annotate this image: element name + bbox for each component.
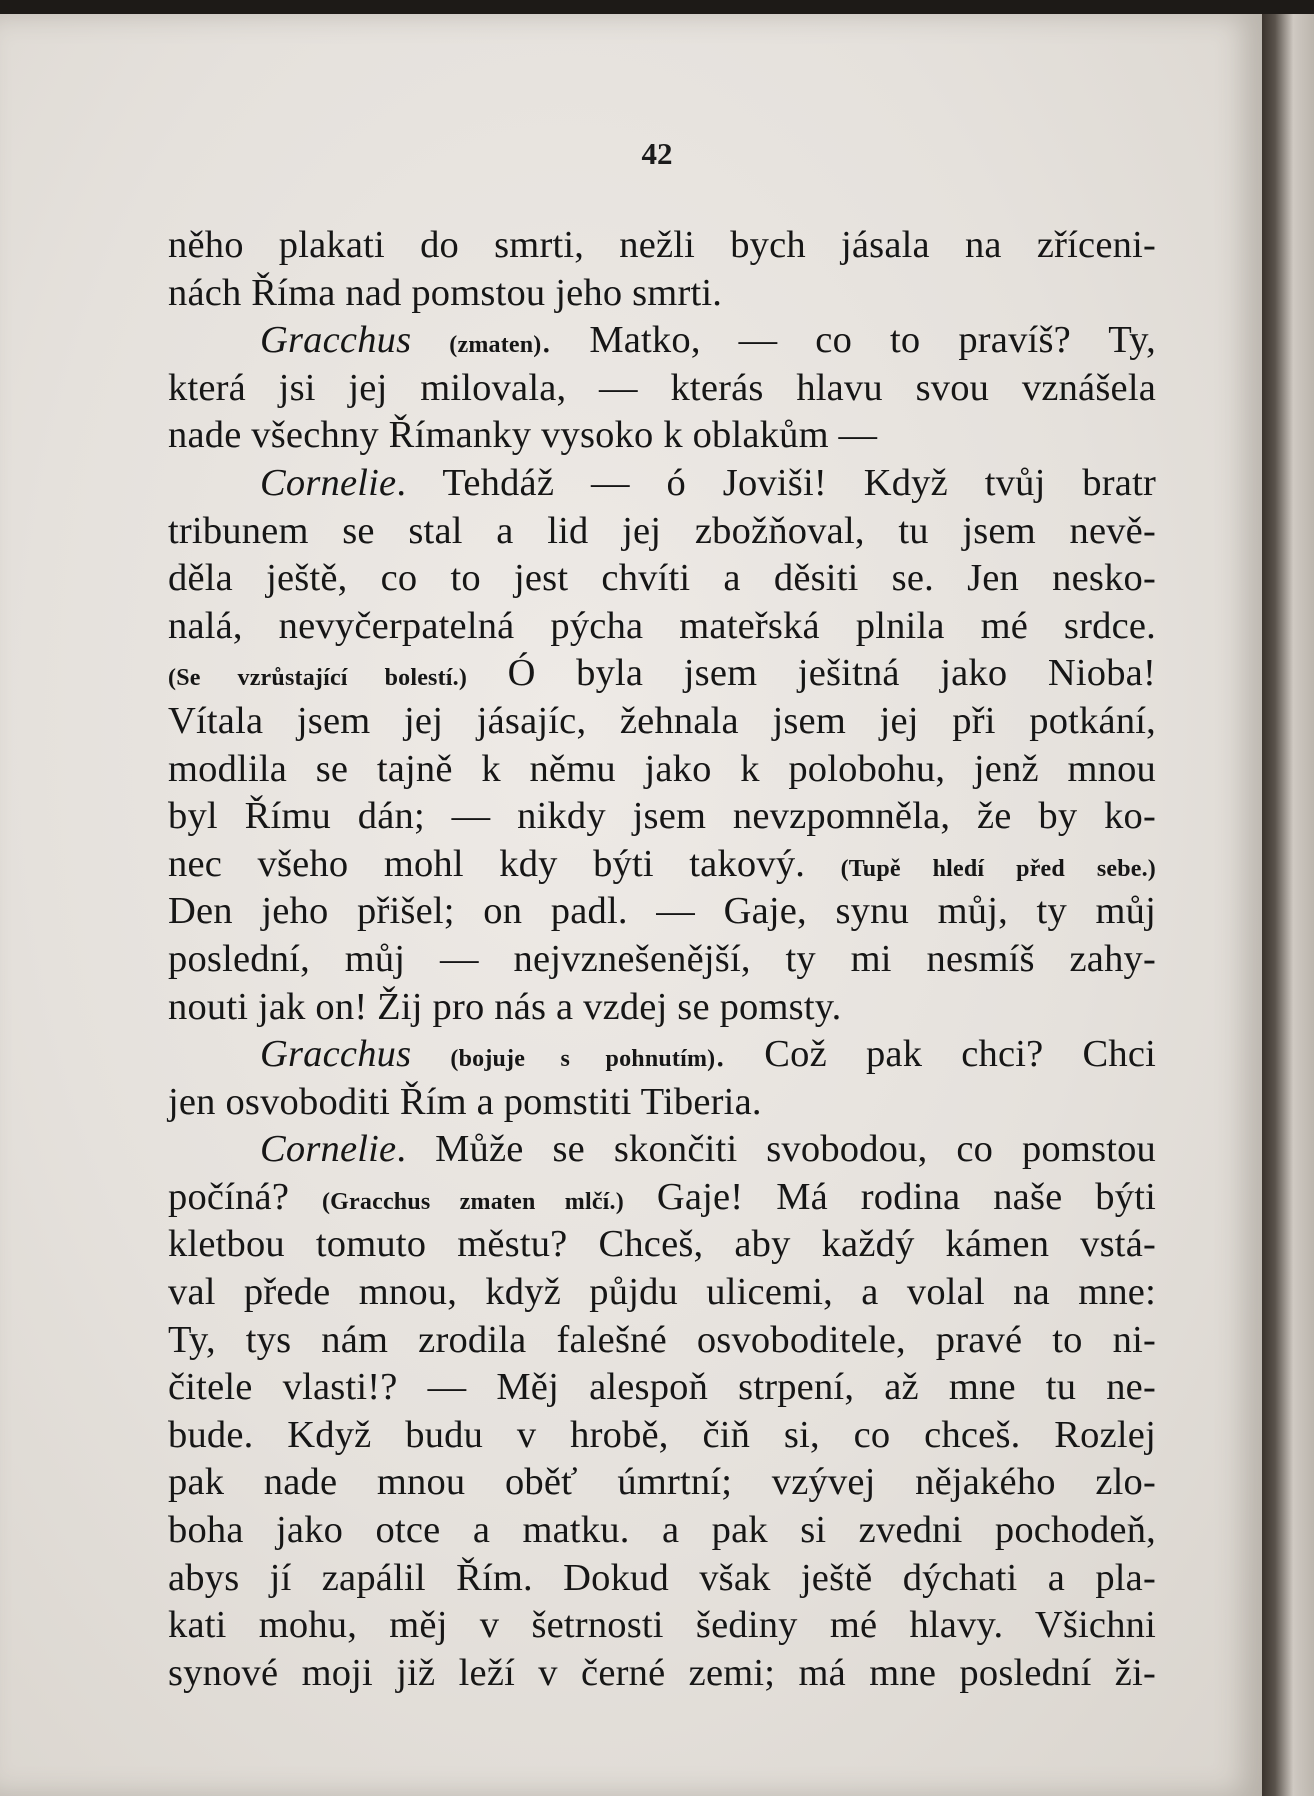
- text-line: [168, 1412, 1156, 1460]
- text-run: kati mohu, měj v šetrnosti šediny mé hlavy. Všichni: [168, 1604, 1156, 1647]
- text-line: [168, 222, 1156, 270]
- text-line: [168, 793, 1156, 841]
- text-line: [168, 984, 1156, 1032]
- text-line: [168, 1602, 1156, 1650]
- text-run: synové moji již leží v černé zemi; má mne poslední ži-: [168, 1651, 1156, 1694]
- text-line: [168, 841, 1156, 889]
- text-run: modlila se tajně k němu jako k polobohu, jenž mnou: [168, 747, 1156, 790]
- stage-direction: (Tupě hledí před sebe.): [840, 855, 1157, 882]
- text-run: bude. Když budu v hrobě, čiň si, co chceš. Rozlej: [168, 1413, 1156, 1456]
- text-run: děla ještě, co to jest chvíti a děsiti se. Jen nesko-: [168, 557, 1156, 600]
- text-line: [168, 1507, 1156, 1555]
- text-run: poslední, můj — nejvznešenější, ty mi nesmíš zahy-: [168, 937, 1156, 980]
- text-run: jen osvoboditi Řím a pomstiti Tiberia.: [168, 1080, 762, 1123]
- stage-direction: (zmaten): [449, 332, 542, 359]
- text-run: Gaje! Má rodina naše býti: [623, 1175, 1156, 1218]
- text-line: [168, 1317, 1156, 1365]
- stage-direction: (Gracchus zmaten mlčí.): [321, 1188, 624, 1215]
- text-run: čitele vlasti!? — Měj alespoň strpení, až mne tu ne-: [168, 1366, 1156, 1409]
- speaker-name: Cornelie: [260, 1128, 397, 1171]
- text-line: [168, 650, 1156, 698]
- text-run: která jsi jej milovala, — kterás hlavu svou vznášela: [168, 366, 1156, 409]
- text-run: val přede mnou, když půjdu ulicemi, a volal na mne:: [168, 1271, 1156, 1314]
- speaker-name: Gracchus: [260, 1033, 412, 1076]
- text-line: [168, 1269, 1156, 1317]
- text-line: [168, 1364, 1156, 1412]
- page-number: 42: [641, 136, 673, 171]
- text-line: [168, 508, 1156, 556]
- speaker-name: Gracchus: [260, 319, 412, 362]
- text-run: Vítala jsem jej jásajíc, žehnala jsem jej při potkání,: [168, 699, 1156, 742]
- text-run: nách Říma nad pomstou jeho smrti.: [168, 271, 723, 314]
- text-run: . Tehdáž — ó Joviši! Když tvůj bratr: [396, 461, 1156, 504]
- text-run: [411, 319, 449, 361]
- text-line: [168, 888, 1156, 936]
- text-run: nouti jak on! Žij pro nás a vzdej se pomsty.: [168, 985, 842, 1028]
- text-line: [168, 270, 1156, 318]
- stage-direction: (bojuje s pohnutím): [450, 1046, 716, 1073]
- text-run: . Může se skončiti svobodou, co pomstou: [396, 1128, 1156, 1171]
- speaker-name: Cornelie: [260, 461, 397, 504]
- text-line: [168, 936, 1156, 984]
- text-run: pak nade mnou oběť úmrtní; vzývej nějakého zlo-: [168, 1461, 1156, 1504]
- text-run: Ty, tys nám zrodila falešné osvoboditele, pravé to ni-: [168, 1318, 1156, 1361]
- text-line: [168, 317, 1156, 365]
- text-line: [168, 1174, 1156, 1222]
- text-run: byl Římu dán; — nikdy jsem nevzpomněla, že by ko-: [168, 795, 1156, 838]
- text-run: Ó byla jsem ješitná jako Nioba!: [467, 652, 1156, 695]
- text-run: počíná?: [168, 1175, 322, 1218]
- text-line: [168, 412, 1156, 460]
- text-run: kletbou tomuto městu? Chceš, aby každý kámen vstá-: [168, 1223, 1156, 1266]
- text-run: nalá, nevyčerpatelná pýcha mateřská plnila mé srdce.: [168, 604, 1156, 647]
- text-run: nade všechny Římanky vysoko k oblakům —: [168, 414, 878, 457]
- text-line: [168, 555, 1156, 603]
- text-line: [168, 1650, 1156, 1698]
- text-line: [168, 460, 1156, 508]
- text-line: [168, 365, 1156, 413]
- text-line: [168, 603, 1156, 651]
- page-edge-shadow: [1262, 14, 1314, 1796]
- body-text: [168, 222, 1156, 1697]
- text-run: . Což pak chci? Chci: [715, 1033, 1157, 1076]
- text-run: Den jeho přišel; on padl. — Gaje, synu můj, ty můj: [168, 890, 1156, 933]
- text-run: něho plakati do smrti, nežli bych jásala na zříceni-: [168, 224, 1156, 266]
- text-line: [168, 1031, 1156, 1079]
- text-line: [168, 746, 1156, 794]
- text-line: [168, 1555, 1156, 1603]
- text-run: tribunem se stal a lid jej zbožňoval, tu jsem nevě-: [168, 509, 1156, 552]
- text-line: [168, 1126, 1156, 1174]
- text-line: [168, 1079, 1156, 1127]
- text-run: [411, 1033, 450, 1075]
- stage-direction: (Se vzrůstající bolestí.): [168, 665, 468, 692]
- text-run: boha jako otce a matku. a pak si zvedni pochodeň,: [168, 1509, 1156, 1552]
- text-line: [168, 1221, 1156, 1269]
- text-line: [168, 1459, 1156, 1507]
- text-run: abys jí zapálil Řím. Dokud však ještě dýchati a pla-: [168, 1556, 1156, 1599]
- text-line: [168, 698, 1156, 746]
- text-run: nec všeho mohl kdy býti takový.: [168, 842, 841, 885]
- text-run: . Matko, — co to pravíš? Ty,: [541, 319, 1156, 362]
